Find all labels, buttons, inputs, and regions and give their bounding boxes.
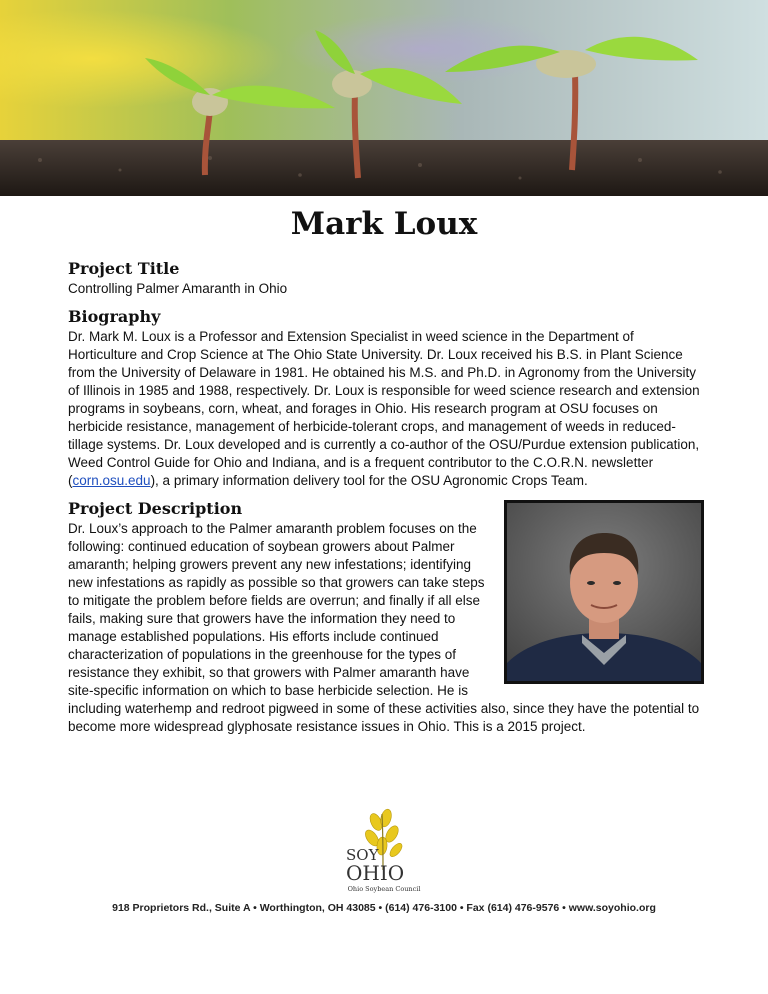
biography-text-part1: Dr. Mark M. Loux is a Professor and Extension Specialist in weed science in the Department of Horticulture and Crop Science at The Ohio State University. Dr. Loux received his B.S. in Plant Science from the University of Delaware in 1981. He obtained his M.S. and Ph.D. in Agronomy from the University of Illinois in 1985 and 1988, respectively. Dr. Loux is responsible for weed science research and extension programs in soybeans, corn, wheat, and forages in Ohio. His research program at OSU focuses on herbicide resistance, management of herbicide-tolerant crops, and management of weeds in reduced-tillage systems. Dr. Loux developed and is currently a co-author of the OSU/Purdue extension publication, Weed Control Guide for Ohio and Indiana, and is a frequent contributor to the C.O.R.N. newsletter ( [68,329,700,488]
portrait-photo [504,500,704,684]
biography-text-part2: ), a primary information delivery tool for the OSU Agronomic Crops Team. [150,473,588,488]
header-banner-image [0,0,768,196]
logo-tagline: Ohio Soybean Council [347,885,421,893]
project-title-heading: Project Title [68,259,180,278]
corn-osu-link[interactable]: corn.osu.edu [72,473,151,488]
biography-heading: Biography [68,307,161,326]
project-description-text: Dr. Loux’s approach to the Palmer amaranth problem focuses on the following: continued education of soybean growers about Palmer amaranth; helping growers prevent any new infestations; identifying new infestations as rapidly as possible so that growers can take steps to mitigate the problem before fields are overrun; and finally if all else fails, making sure that growers have the information they need to manage established populations. His efforts include continued characterization of populations in the greenhouse for the types of resistance they exhibit, so that growers with Palmer amaranth have site-specific information on which to base herbicide selection. He is including waterhemp and redroot pigweed in some of these activities also, since they have the potential to become more widespread glyphosate resistance issues in Ohio. This is a 2015 project. [68,521,700,734]
project-description-heading: Project Description [68,499,243,518]
soy-ohio-logo [336,808,432,894]
footer-address: 918 Proprietors Rd., Suite A • Worthington, OH 43085 • (614) 476-3100 • Fax (614) 476-9576 • www.soyohio.org [112,902,656,914]
main-content [68,258,704,742]
biography-text [68,328,704,490]
logo-line1: SOY [346,846,379,864]
logo-line2: OHIO [346,861,405,885]
page-title: Mark Loux [290,206,478,242]
project-title-text: Controlling Palmer Amaranth in Ohio [68,281,288,296]
